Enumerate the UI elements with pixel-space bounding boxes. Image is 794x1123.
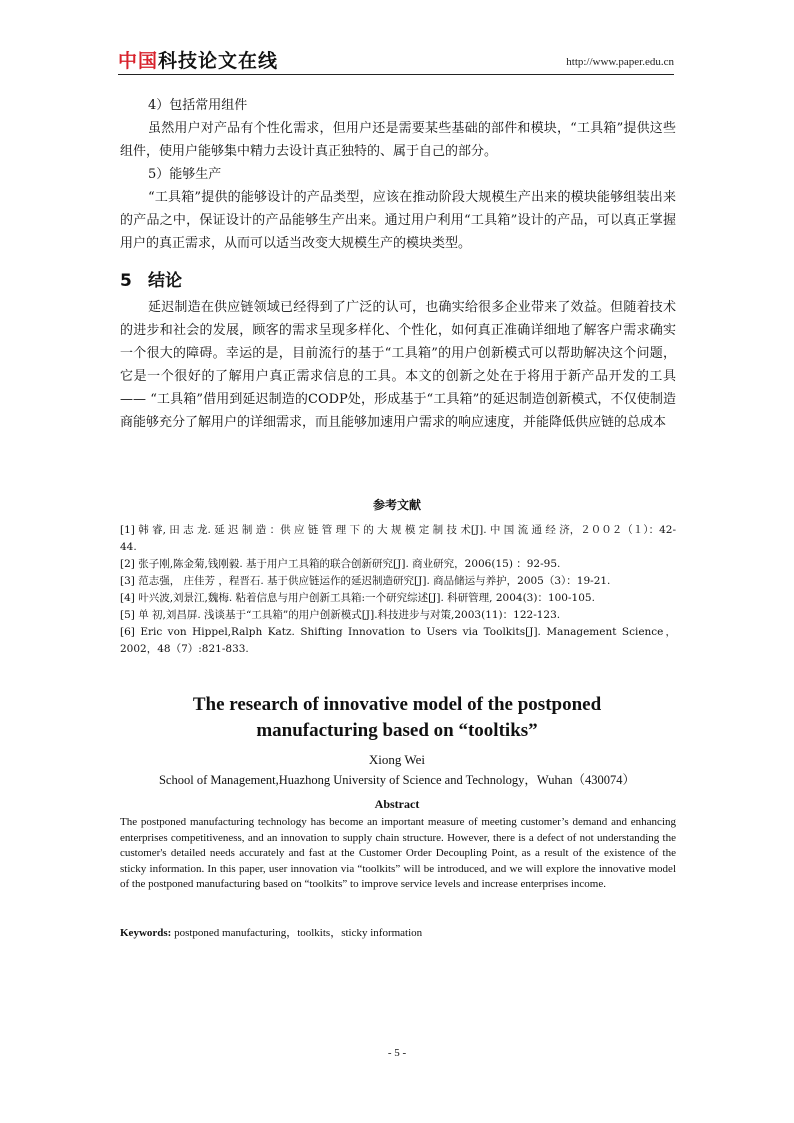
section-title: 结论: [148, 271, 182, 291]
abstract-title: Abstract: [374, 797, 420, 811]
logo-red-text: 中国: [118, 50, 159, 72]
conclusion-paragraph: 延迟制造在供应链领域已经得到了广泛的认可，也确实给很多企业带来了效益。但随着技术的进步和社会的发展，顾客的需求呈现多样化、个性化，如何真正准确详细地了解客户需求确实一个很大的障碍。幸运的是，目前流行的基于“工具箱”的用户创新模式可以帮助解决这个问题，它是一个很好的了解用户真正需求信息的工具。本文的创新之处在于将用于新产品开发的工具—— “工具箱”借用到延迟制造的CODP处，形成基于“工具箱”的延迟制造创新模式，不仅使制造商能够充分了解用户的详细需求，而且能够加速用户需求的响应速度，并能降低供应链的总成本: [120, 300, 676, 430]
section-number: 5: [120, 271, 132, 291]
reference-item: [2] 张子刚,陈金菊,钱刚毅. 基于用户工具箱的联合创新研究[J]. 商业研究，2006(15) ：92-95.: [120, 558, 561, 570]
author-name: Xiong Wei: [368, 752, 426, 767]
paragraph-item-5: “工具箱”提供的能够设计的产品类型，应该在推动阶段大规模生产出来的模块能够组装出来的产品之中，保证设计的产品能够生产出来。通过用户利用“工具箱”设计的产品，可以真正掌握用户的真正需求，从而可以适当改变大规模生产的模块类型。: [120, 190, 676, 251]
reference-item: [1] 韩 睿, 田 志 龙. 延 迟 制 造 ：供 应 链 管 理 下 的 大 规 模 定 制 技 术[J]. 中 国 流 通 经 济，２００２（１）：42-44.: [120, 524, 676, 553]
list-item-label-5: 5）能够生产: [148, 167, 222, 182]
english-title: [0, 692, 794, 744]
reference-item: [6] Eric von Hippel,Ralph Katz. Shifting Innovation to Users via Toolkits[J]. Management Science，2002，48（7）:821-833.: [120, 626, 676, 655]
keywords-line: [120, 924, 676, 940]
reference-item: [3] 范志强， 庄佳芳 ，程晋石. 基于供应链运作的延迟制造研究[J]. 商品储运与养护，2005（3）：19-21.: [120, 575, 611, 587]
keywords-text: postponed manufacturing，toolkits，sticky information: [174, 927, 423, 939]
logo-black-text: 科技论文在线: [158, 50, 279, 72]
header-divider: [118, 74, 674, 75]
reference-item: [5] 单 初,刘昌屏. 浅谈基于“工具箱”的用户创新模式[J].科技进步与对策,2003(11)：122-123.: [120, 609, 561, 621]
english-title-line-2: manufacturing based on “tooltiks”: [256, 720, 538, 741]
english-title-line-1: The research of innovative model of the postponed: [192, 694, 602, 715]
header-url: http://www.paper.edu.cn: [566, 56, 674, 68]
reference-item: [4] 叶兴波,刘景江,魏梅. 粘着信息与用户创新工具箱:一个研究综述[J]. 科研管理, 2004(3)：100-105.: [120, 592, 595, 604]
page-header: [118, 46, 674, 74]
paragraph-item-4: 虽然用户对产品有个性化需求，但用户还是需要某些基础的部件和模块，“工具箱”提供这些组件，使用户能够集中精力去设计真正独特的、属于自己的部分。: [120, 121, 676, 159]
conclusion-body: [120, 296, 676, 434]
body-continuation: [120, 94, 676, 255]
author-affiliation: School of Management,Huazhong University of Science and Technology，Wuhan（430074）: [158, 773, 636, 787]
references-list: [120, 522, 676, 658]
page-number: - 5 -: [387, 1047, 407, 1059]
list-item-label-4: 4）包括常用组件: [148, 98, 248, 113]
site-logo: [118, 46, 278, 73]
section-heading: [120, 266, 182, 291]
keywords-label: Keywords:: [120, 927, 172, 939]
references-title: 参考文献: [372, 498, 421, 512]
abstract-text: The postponed manufacturing technology has become an important measure of meeting customer’s demand and enhancing enterprises competitiveness, and an innovation to supply chain structure. However, there is a defect of not understanding the customer's detailed needs accurately and fast at the Customer Order Decoupling Point, as a result of the existence of the sticky information. In this paper, user innovation via “toolkits” will be introduced, and we will explore the innovative model of the postponed manufacturing based on “toolkits” to improve service levels and increase enterprises income.: [120, 816, 676, 890]
